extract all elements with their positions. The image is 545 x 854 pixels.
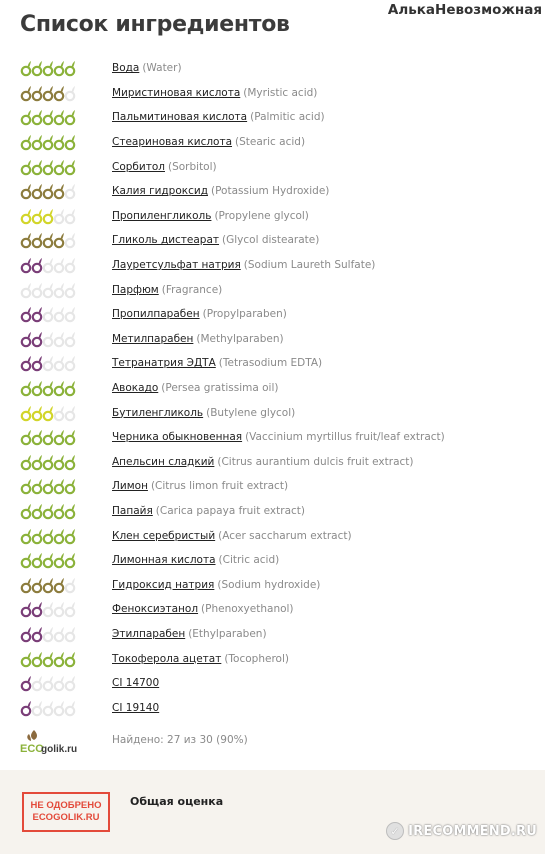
drop-filled-icon: [33, 578, 42, 592]
ingredient-latin-name: (Propylene glycol): [214, 209, 309, 222]
drop-filled-icon: [22, 209, 31, 223]
ingredient-row: [20, 646, 540, 671]
ingredient-latin-name: (Myristic acid): [243, 86, 318, 99]
drop-filled-icon: [44, 529, 53, 543]
rating-drops: [20, 206, 112, 226]
drop-empty-icon: [44, 602, 53, 616]
drop-empty-icon: [33, 676, 42, 690]
ingredient-link[interactable]: Гидроксид натрия: [112, 578, 215, 591]
ingredient-list: [20, 56, 540, 720]
rating-drops: [20, 501, 112, 521]
drop-filled-icon: [55, 86, 64, 100]
footer: [0, 770, 545, 854]
ingredient-name: [112, 62, 182, 74]
drop-filled-icon: [22, 701, 31, 715]
drop-filled-icon: [33, 332, 42, 346]
page-title: Список ингредиентов: [20, 12, 290, 37]
rating-drops: [20, 575, 112, 595]
drop-filled-icon: [33, 61, 42, 75]
logo-eco-text: ECO: [20, 743, 44, 755]
drop-empty-icon: [55, 627, 64, 641]
drop-empty-icon: [66, 209, 75, 223]
ingredient-row: [20, 81, 540, 106]
drop-empty-icon: [66, 356, 75, 370]
ingredient-latin-name: (Ethylparaben): [188, 627, 267, 640]
ingredient-name: [112, 677, 159, 689]
drop-filled-icon: [22, 86, 31, 100]
drop-filled-icon: [44, 135, 53, 149]
drop-empty-icon: [55, 332, 64, 346]
drop-filled-icon: [66, 455, 75, 469]
drop-filled-icon: [22, 455, 31, 469]
ingredient-latin-name: (Acer saccharum extract): [218, 529, 352, 542]
ingredient-name: [112, 603, 294, 615]
ingredient-latin-name: (Vaccinium myrtillus fruit/leaf extract): [245, 431, 445, 444]
drop-empty-icon: [55, 307, 64, 321]
ok-icon: ✓: [386, 822, 404, 840]
drop-filled-icon: [33, 356, 42, 370]
ingredient-name: [112, 136, 305, 148]
drop-empty-icon: [44, 258, 53, 272]
drop-filled-icon: [22, 602, 31, 616]
drop-empty-icon: [66, 86, 75, 100]
ingredient-name: [112, 407, 295, 419]
drop-empty-icon: [33, 701, 42, 715]
ingredient-latin-name: (Propylparaben): [202, 308, 287, 321]
drop-filled-icon: [33, 307, 42, 321]
ingredient-row: [20, 548, 540, 573]
ingredient-latin-name: (Sorbitol): [167, 160, 217, 173]
drop-filled-icon: [66, 430, 75, 444]
drop-filled-icon: [33, 110, 42, 124]
ingredient-link[interactable]: Клен серебристый: [112, 529, 216, 542]
drop-empty-icon: [66, 676, 75, 690]
drop-filled-icon: [44, 578, 53, 592]
drop-filled-icon: [55, 652, 64, 666]
ecogolik-logo-icon: [20, 728, 90, 756]
logo-rest-text: golik.ru: [41, 744, 78, 755]
ingredient-name: [112, 456, 414, 468]
drop-empty-icon: [66, 307, 75, 321]
ingredient-name: [112, 185, 329, 197]
ingredient-name: [112, 357, 322, 369]
ingredient-link[interactable]: Пальмитиновая кислота: [112, 111, 248, 124]
ingredient-latin-name: (Glycol distearate): [222, 234, 320, 247]
drop-empty-icon: [66, 627, 75, 641]
ingredient-row: [20, 56, 540, 81]
ingredient-row: [20, 130, 540, 155]
ingredient-latin-name: (Sodium hydroxide): [217, 578, 321, 591]
rating-drops: [20, 378, 112, 398]
not-approved-stamp: [22, 792, 110, 832]
drop-filled-icon: [33, 652, 42, 666]
found-count: Найдено: 27 из 30 (90%): [112, 734, 248, 746]
drop-filled-icon: [55, 61, 64, 75]
drop-filled-icon: [44, 430, 53, 444]
drop-filled-icon: [44, 184, 53, 198]
drop-filled-icon: [44, 406, 53, 420]
drop-filled-icon: [55, 160, 64, 174]
drop-filled-icon: [33, 86, 42, 100]
drop-filled-icon: [66, 110, 75, 124]
ingredient-link[interactable]: Апельсин сладкий: [112, 455, 215, 468]
drop-filled-icon: [22, 356, 31, 370]
ingredient-name: [112, 628, 267, 640]
drop-empty-icon: [22, 283, 31, 297]
drop-empty-icon: [66, 406, 75, 420]
ingredient-row: [20, 450, 540, 475]
ingredient-row: [20, 695, 540, 720]
ingredient-name: [112, 259, 375, 271]
ingredient-latin-name: (Potassium Hydroxide): [210, 185, 330, 198]
ingredient-row: [20, 622, 540, 647]
rating-drops: [20, 649, 112, 669]
drop-filled-icon: [44, 233, 53, 247]
ingredient-link[interactable]: CI 19140: [112, 701, 160, 714]
drop-filled-icon: [33, 160, 42, 174]
ingredient-name: [112, 653, 289, 665]
ingredient-row: [20, 277, 540, 302]
drop-filled-icon: [55, 110, 64, 124]
ingredient-row: [20, 204, 540, 229]
ingredient-name: [112, 382, 278, 394]
rating-drops: [20, 329, 112, 349]
drop-filled-icon: [22, 332, 31, 346]
rating-drops: [20, 526, 112, 546]
drop-filled-icon: [44, 381, 53, 395]
ingredient-latin-name: (Persea gratissima oil): [161, 382, 279, 395]
rating-drops: [20, 58, 112, 78]
drop-filled-icon: [33, 504, 42, 518]
drop-filled-icon: [44, 160, 53, 174]
ingredient-link[interactable]: Гликоль дистеарат: [112, 234, 220, 247]
drop-empty-icon: [66, 602, 75, 616]
stamp-line-1: НЕ ОДОБРЕНО: [30, 800, 102, 811]
drop-filled-icon: [33, 455, 42, 469]
drop-filled-icon: [44, 61, 53, 75]
rating-drops: [20, 599, 112, 619]
drop-filled-icon: [55, 504, 64, 518]
drop-filled-icon: [66, 135, 75, 149]
stamp-line-2: ECOGOLIK.RU: [32, 812, 100, 823]
ingredient-link[interactable]: CI 14700: [112, 677, 160, 690]
drop-filled-icon: [22, 529, 31, 543]
ingredient-name: [112, 87, 317, 99]
drop-filled-icon: [66, 61, 75, 75]
drop-empty-icon: [33, 283, 42, 297]
ingredient-link[interactable]: Папайя: [112, 504, 153, 517]
drop-filled-icon: [33, 135, 42, 149]
drop-empty-icon: [55, 406, 64, 420]
rating-drops: [20, 403, 112, 423]
ingredient-name: [112, 111, 325, 123]
ingredient-link[interactable]: Токоферола ацетат: [112, 652, 222, 665]
drop-filled-icon: [22, 184, 31, 198]
ingredient-latin-name: (Water): [142, 62, 182, 75]
ingredient-row: [20, 572, 540, 597]
drop-filled-icon: [66, 504, 75, 518]
ingredient-row: [20, 105, 540, 130]
ingredient-link[interactable]: Пропилпарабен: [112, 308, 200, 321]
ingredient-row: [20, 228, 540, 253]
ingredient-link[interactable]: Черника обыкновенная: [112, 431, 243, 444]
ingredient-name: [112, 308, 287, 320]
ingredient-latin-name: (Citrus aurantium dulcis fruit extract): [217, 455, 414, 468]
ecogolik-logo: [20, 728, 90, 756]
ingredient-link[interactable]: Парфюм: [112, 283, 159, 296]
ingredient-name: [112, 702, 159, 714]
drop-filled-icon: [22, 233, 31, 247]
ingredient-link[interactable]: Миристиновая кислота: [112, 86, 241, 99]
drop-filled-icon: [66, 381, 75, 395]
drop-empty-icon: [44, 676, 53, 690]
drop-filled-icon: [44, 504, 53, 518]
drop-filled-icon: [33, 184, 42, 198]
rating-drops: [20, 673, 112, 693]
ingredient-row: [20, 671, 540, 696]
drop-empty-icon: [44, 283, 53, 297]
drop-empty-icon: [66, 283, 75, 297]
drop-empty-icon: [55, 701, 64, 715]
rating-drops: [20, 181, 112, 201]
drop-filled-icon: [44, 209, 53, 223]
rating-drops: [20, 476, 112, 496]
drop-filled-icon: [55, 553, 64, 567]
ingredient-name: [112, 505, 305, 517]
ingredient-row: [20, 253, 540, 278]
drop-empty-icon: [44, 627, 53, 641]
drop-empty-icon: [55, 209, 64, 223]
ingredient-link[interactable]: Лауретсульфат натрия: [112, 259, 241, 272]
drop-filled-icon: [44, 455, 53, 469]
ingredient-latin-name: (Sodium Laureth Sulfate): [243, 259, 376, 272]
drop-empty-icon: [55, 283, 64, 297]
ingredient-latin-name: (Citric acid): [218, 554, 280, 567]
drop-filled-icon: [22, 160, 31, 174]
ingredient-link[interactable]: Этилпарабен: [112, 627, 186, 640]
drop-empty-icon: [66, 332, 75, 346]
watermark-text: IRECOMMEND.RU: [408, 823, 537, 839]
drop-empty-icon: [66, 184, 75, 198]
drop-filled-icon: [66, 652, 75, 666]
drop-filled-icon: [44, 110, 53, 124]
drop-filled-icon: [66, 529, 75, 543]
watermark: [386, 822, 537, 840]
ingredient-link[interactable]: Вода: [112, 62, 140, 75]
ingredient-row: [20, 154, 540, 179]
drop-empty-icon: [55, 356, 64, 370]
ingredient-latin-name: (Fragrance): [161, 283, 223, 296]
drop-filled-icon: [22, 381, 31, 395]
drop-filled-icon: [55, 381, 64, 395]
ingredient-latin-name: (Methylparaben): [196, 332, 284, 345]
drop-filled-icon: [22, 110, 31, 124]
ingredient-link[interactable]: Стеариновая кислота: [112, 136, 233, 149]
ingredient-link[interactable]: Авокадо: [112, 382, 159, 395]
ingredient-row: [20, 425, 540, 450]
drop-filled-icon: [22, 504, 31, 518]
drop-filled-icon: [33, 406, 42, 420]
ingredient-name: [112, 554, 279, 566]
ingredient-row: [20, 376, 540, 401]
drop-filled-icon: [33, 479, 42, 493]
drop-empty-icon: [44, 332, 53, 346]
rating-drops: [20, 427, 112, 447]
rating-drops: [20, 83, 112, 103]
drop-filled-icon: [55, 233, 64, 247]
ingredient-latin-name: (Citrus limon fruit extract): [150, 480, 289, 493]
drop-filled-icon: [22, 479, 31, 493]
ingredient-latin-name: (Tetrasodium EDTA): [218, 357, 323, 370]
drop-filled-icon: [22, 676, 31, 690]
drop-filled-icon: [44, 553, 53, 567]
ingredient-name: [112, 431, 445, 443]
drop-empty-icon: [66, 578, 75, 592]
ingredient-row: [20, 351, 540, 376]
ingredient-name: [112, 234, 319, 246]
drop-filled-icon: [33, 209, 42, 223]
drop-filled-icon: [33, 233, 42, 247]
drop-empty-icon: [66, 233, 75, 247]
rating-drops: [20, 624, 112, 644]
drop-filled-icon: [55, 135, 64, 149]
overall-rating-label: Общая оценка: [130, 795, 224, 808]
ingredient-name: [112, 333, 284, 345]
ingredient-row: [20, 327, 540, 352]
ingredient-name: [112, 480, 288, 492]
drop-filled-icon: [33, 627, 42, 641]
ingredient-latin-name: (Tocopherol): [224, 652, 289, 665]
ingredient-row: [20, 523, 540, 548]
drop-empty-icon: [55, 602, 64, 616]
ingredient-link[interactable]: Феноксиэтанол: [112, 603, 199, 616]
ingredient-latin-name: (Stearic acid): [235, 136, 306, 149]
drop-filled-icon: [22, 627, 31, 641]
drop-filled-icon: [22, 258, 31, 272]
drop-filled-icon: [22, 430, 31, 444]
rating-drops: [20, 452, 112, 472]
drop-filled-icon: [55, 184, 64, 198]
ingredient-name: [112, 284, 222, 296]
drop-filled-icon: [33, 381, 42, 395]
drop-filled-icon: [33, 602, 42, 616]
drop-filled-icon: [22, 406, 31, 420]
rating-drops: [20, 157, 112, 177]
ingredient-row: [20, 499, 540, 524]
drop-filled-icon: [55, 455, 64, 469]
rating-drops: [20, 255, 112, 275]
drop-filled-icon: [55, 430, 64, 444]
rating-drops: [20, 550, 112, 570]
drop-empty-icon: [55, 676, 64, 690]
rating-drops: [20, 280, 112, 300]
ingredient-latin-name: (Phenoxyethanol): [201, 603, 294, 616]
ingredient-latin-name: (Carica papaya fruit extract): [155, 504, 305, 517]
drop-filled-icon: [22, 61, 31, 75]
rating-drops: [20, 304, 112, 324]
drop-filled-icon: [22, 553, 31, 567]
drop-filled-icon: [33, 258, 42, 272]
ingredient-latin-name: (Butylene glycol): [206, 406, 296, 419]
ingredient-link[interactable]: Лимонная кислота: [112, 554, 216, 567]
rating-drops: [20, 698, 112, 718]
drop-filled-icon: [22, 307, 31, 321]
drop-empty-icon: [55, 258, 64, 272]
ingredient-name: [112, 210, 309, 222]
drop-filled-icon: [55, 529, 64, 543]
rating-drops: [20, 353, 112, 373]
drop-filled-icon: [44, 86, 53, 100]
ingredient-name: [112, 579, 320, 591]
rating-drops: [20, 230, 112, 250]
drop-empty-icon: [44, 701, 53, 715]
drop-empty-icon: [44, 307, 53, 321]
drop-filled-icon: [44, 479, 53, 493]
ingredient-row: [20, 474, 540, 499]
drop-filled-icon: [22, 135, 31, 149]
rating-drops: [20, 132, 112, 152]
ingredient-link[interactable]: Тетранатрия ЭДТА: [112, 357, 216, 370]
drop-filled-icon: [22, 578, 31, 592]
drop-filled-icon: [66, 160, 75, 174]
ingredient-row: [20, 179, 540, 204]
drop-filled-icon: [44, 652, 53, 666]
drop-empty-icon: [66, 701, 75, 715]
ingredient-link[interactable]: Метилпарабен: [112, 332, 194, 345]
ingredient-link[interactable]: Сорбитол: [112, 160, 165, 173]
drop-filled-icon: [33, 553, 42, 567]
ingredient-link[interactable]: Калия гидроксид: [112, 185, 208, 198]
ingredient-latin-name: (Palmitic acid): [250, 111, 325, 124]
ingredient-row: [20, 400, 540, 425]
drop-empty-icon: [44, 356, 53, 370]
drop-filled-icon: [33, 529, 42, 543]
drop-filled-icon: [66, 553, 75, 567]
username[interactable]: АлькаНевозможная: [387, 2, 542, 18]
rating-drops: [20, 107, 112, 127]
ingredient-name: [112, 161, 217, 173]
drop-filled-icon: [55, 578, 64, 592]
drop-filled-icon: [33, 430, 42, 444]
ingredient-link[interactable]: Пропиленгликоль: [112, 209, 212, 222]
ingredient-row: [20, 597, 540, 622]
drop-filled-icon: [22, 652, 31, 666]
drop-empty-icon: [66, 258, 75, 272]
ingredient-name: [112, 530, 352, 542]
drop-filled-icon: [66, 479, 75, 493]
ingredient-row: [20, 302, 540, 327]
ingredient-link[interactable]: Бутиленгликоль: [112, 406, 204, 419]
ingredient-link[interactable]: Лимон: [112, 480, 148, 493]
drop-filled-icon: [55, 479, 64, 493]
